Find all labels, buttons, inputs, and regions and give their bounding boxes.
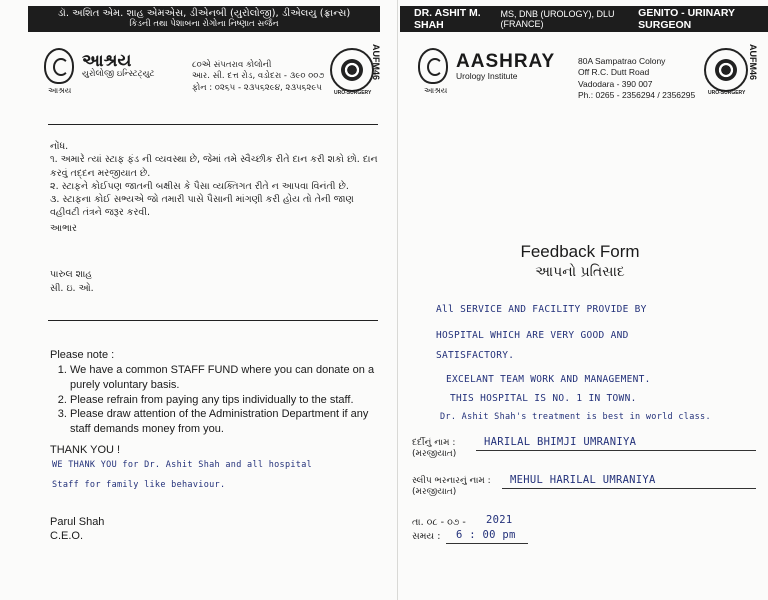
- date-value: 2021: [486, 514, 513, 526]
- left-address-line: ૮૦એ સંપતરાવ કોલોની: [192, 60, 272, 70]
- uro-surgery-badge-icon: [330, 48, 374, 92]
- handwritten-thanks-line: WE THANK YOU for Dr. Ashit Shah and all hospital: [52, 460, 313, 470]
- filler-name-label-text: સ્લીપ ભરનારનું નામ :: [412, 476, 491, 486]
- time-label: સમય :: [412, 531, 441, 542]
- right-address-line: 80A Sampatrao Colony: [578, 56, 666, 66]
- date-label: તા. ૦૮ - ૦૭ -: [412, 517, 466, 528]
- right-badge-caption: URO-SURGERY: [708, 90, 746, 96]
- patient-name-line: [476, 450, 756, 451]
- feedback-line: THIS HOSPITAL IS NO. 1 IN TOWN.: [450, 393, 637, 404]
- signatory-name: Parul Shah: [50, 516, 105, 528]
- aashray-logo-icon: [44, 48, 74, 84]
- filler-name-label: [412, 476, 491, 498]
- thank-you-text: THANK YOU !: [50, 444, 121, 456]
- english-note-item: 2. Please refrain from paying any tips individually to the staff.: [70, 393, 380, 408]
- filler-name-value: MEHUL HARILAL UMRANIYA: [510, 474, 656, 486]
- form-title: Feedback Form: [520, 242, 640, 261]
- right-logo-name: AASHRAY: [456, 50, 556, 72]
- right-address-line: Vadodara - 390 007: [578, 78, 653, 89]
- handwritten-thanks-line: Staff for family like behaviour.: [52, 480, 226, 490]
- time-value: 6 : 00 pm: [456, 529, 516, 541]
- patient-name-value: HARILAL BHIMJI UMRANIYA: [484, 436, 637, 448]
- optional-label: (મરજીયાત): [412, 486, 457, 497]
- form-subtitle: આપનો પ્રતિસાદ: [535, 264, 625, 280]
- doctor-role: GENITO - URINARY SURGEON: [638, 7, 735, 31]
- gujarati-notes: [50, 140, 380, 220]
- right-logo: [418, 48, 555, 84]
- patient-name-label-text: દર્દીનું નામ :: [412, 438, 456, 448]
- note-heading: નોંધ.: [50, 141, 69, 152]
- feedback-line: HOSPITAL WHICH ARE VERY GOOD AND: [436, 330, 629, 341]
- feedback-line: Dr. Ashit Shah's treatment is best in world class.: [440, 412, 711, 422]
- uro-surgery-badge-icon: [704, 48, 748, 92]
- english-note-item: 1. We have a common STAFF FUND where you can donate on a purely voluntary basis.: [70, 363, 380, 393]
- note-item: ૨. સ્ટાફને કોઈપણ જાતની બક્ષીસ કે પૈસા વ્યક્તિગત રીતે ન આપવા વિનંતી છે.: [50, 180, 349, 192]
- feedback-line: SATISFACTORY.: [436, 350, 515, 361]
- right-address-line: Off R.C. Dutt Road: [578, 67, 650, 78]
- left-address: [192, 60, 324, 94]
- signatory-title-gujarati: સી. ઇ. ઓ.: [50, 283, 94, 294]
- left-badge-caption: URO-SURGERY: [334, 90, 372, 96]
- right-logo-caption: આશ્રય: [424, 86, 448, 95]
- left-logo-name: આશ્રય: [82, 50, 132, 71]
- right-address-line: Ph.: 0265 - 2356294 / 2356295: [578, 90, 696, 101]
- doctor-degrees: MS, DNB (UROLOGY), DLU (FRANCE): [500, 9, 615, 29]
- right-logo-sub: Urology Institute: [456, 70, 518, 81]
- left-logo-sub: યુરોલોજી ઇન્સ્ટિટ્યુટ: [82, 69, 155, 80]
- note-item: ૩. સ્ટાફના કોઈ સભ્યએ જો તમારી પાસે પૈસાની માંગણી કરી હોય તો તેની જાણ વહીવટી તંત્રને જરૂર કરવી.: [50, 194, 354, 219]
- left-logo: [44, 48, 154, 84]
- left-badge-code: AUFM46: [371, 44, 381, 81]
- right-badge-code: AUFM46: [748, 44, 758, 81]
- right-header-bar: [400, 6, 768, 32]
- optional-label: (મરજીયાત): [412, 448, 457, 459]
- aashray-logo-icon: [418, 48, 448, 84]
- patient-name-label: [412, 438, 456, 460]
- doctor-name: DR. ASHIT M. SHAH: [414, 7, 481, 31]
- english-notes: [50, 348, 380, 437]
- filler-name-line: [502, 488, 756, 489]
- please-note-heading: Please note :: [50, 349, 115, 361]
- left-address-line: ફોન : ૦૨૬૫ - ૨૩૫૬૨૯૪, ૨૩૫૬૨૯૫: [192, 82, 323, 93]
- feedback-line: All SERVICE AND FACILITY PROVIDE BY: [436, 304, 647, 315]
- note-item: ૧. અમારે ત્યાં સ્ટાફ ફંડ ની વ્યવસ્થા છે, જેમાં તમે સ્વૈચ્છીક રીતે દાન કરી શકો છો. દાન કરવું તદ્દન મરજીયાત છે.: [50, 154, 378, 179]
- right-address: [578, 56, 695, 102]
- feedback-line: EXCELANT TEAM WORK AND MANAGEMENT.: [446, 374, 651, 385]
- time-line: [446, 543, 528, 544]
- divider: [48, 124, 378, 125]
- divider: [48, 320, 378, 321]
- left-logo-caption: આશ્રય: [48, 86, 72, 95]
- left-header-bar: [28, 6, 380, 32]
- signatory-name-gujarati: પારુલ શાહ: [50, 269, 93, 280]
- left-address-line: આર. સી. દત્ત રોડ, વડોદરા - ૩૯૦ ૦૦૭: [192, 71, 325, 82]
- thanks-gujarati: આભાર: [50, 223, 77, 234]
- card-fold: [397, 0, 398, 600]
- left-header-line2: કિડની તથા પેશાબના રોગોના નિષ્ણાત સર્જન: [129, 18, 279, 29]
- signatory-title: C.E.O.: [50, 530, 84, 542]
- english-note-item: 3. Please draw attention of the Administration Department if any staff demands money from you.: [70, 407, 380, 437]
- left-header-line1: ડૉ. અશિત એમ. શાહ એમએસ, ડીએનબી (યુરોલોજી), ડીએલયુ (ફ્રાન્સ): [57, 8, 351, 20]
